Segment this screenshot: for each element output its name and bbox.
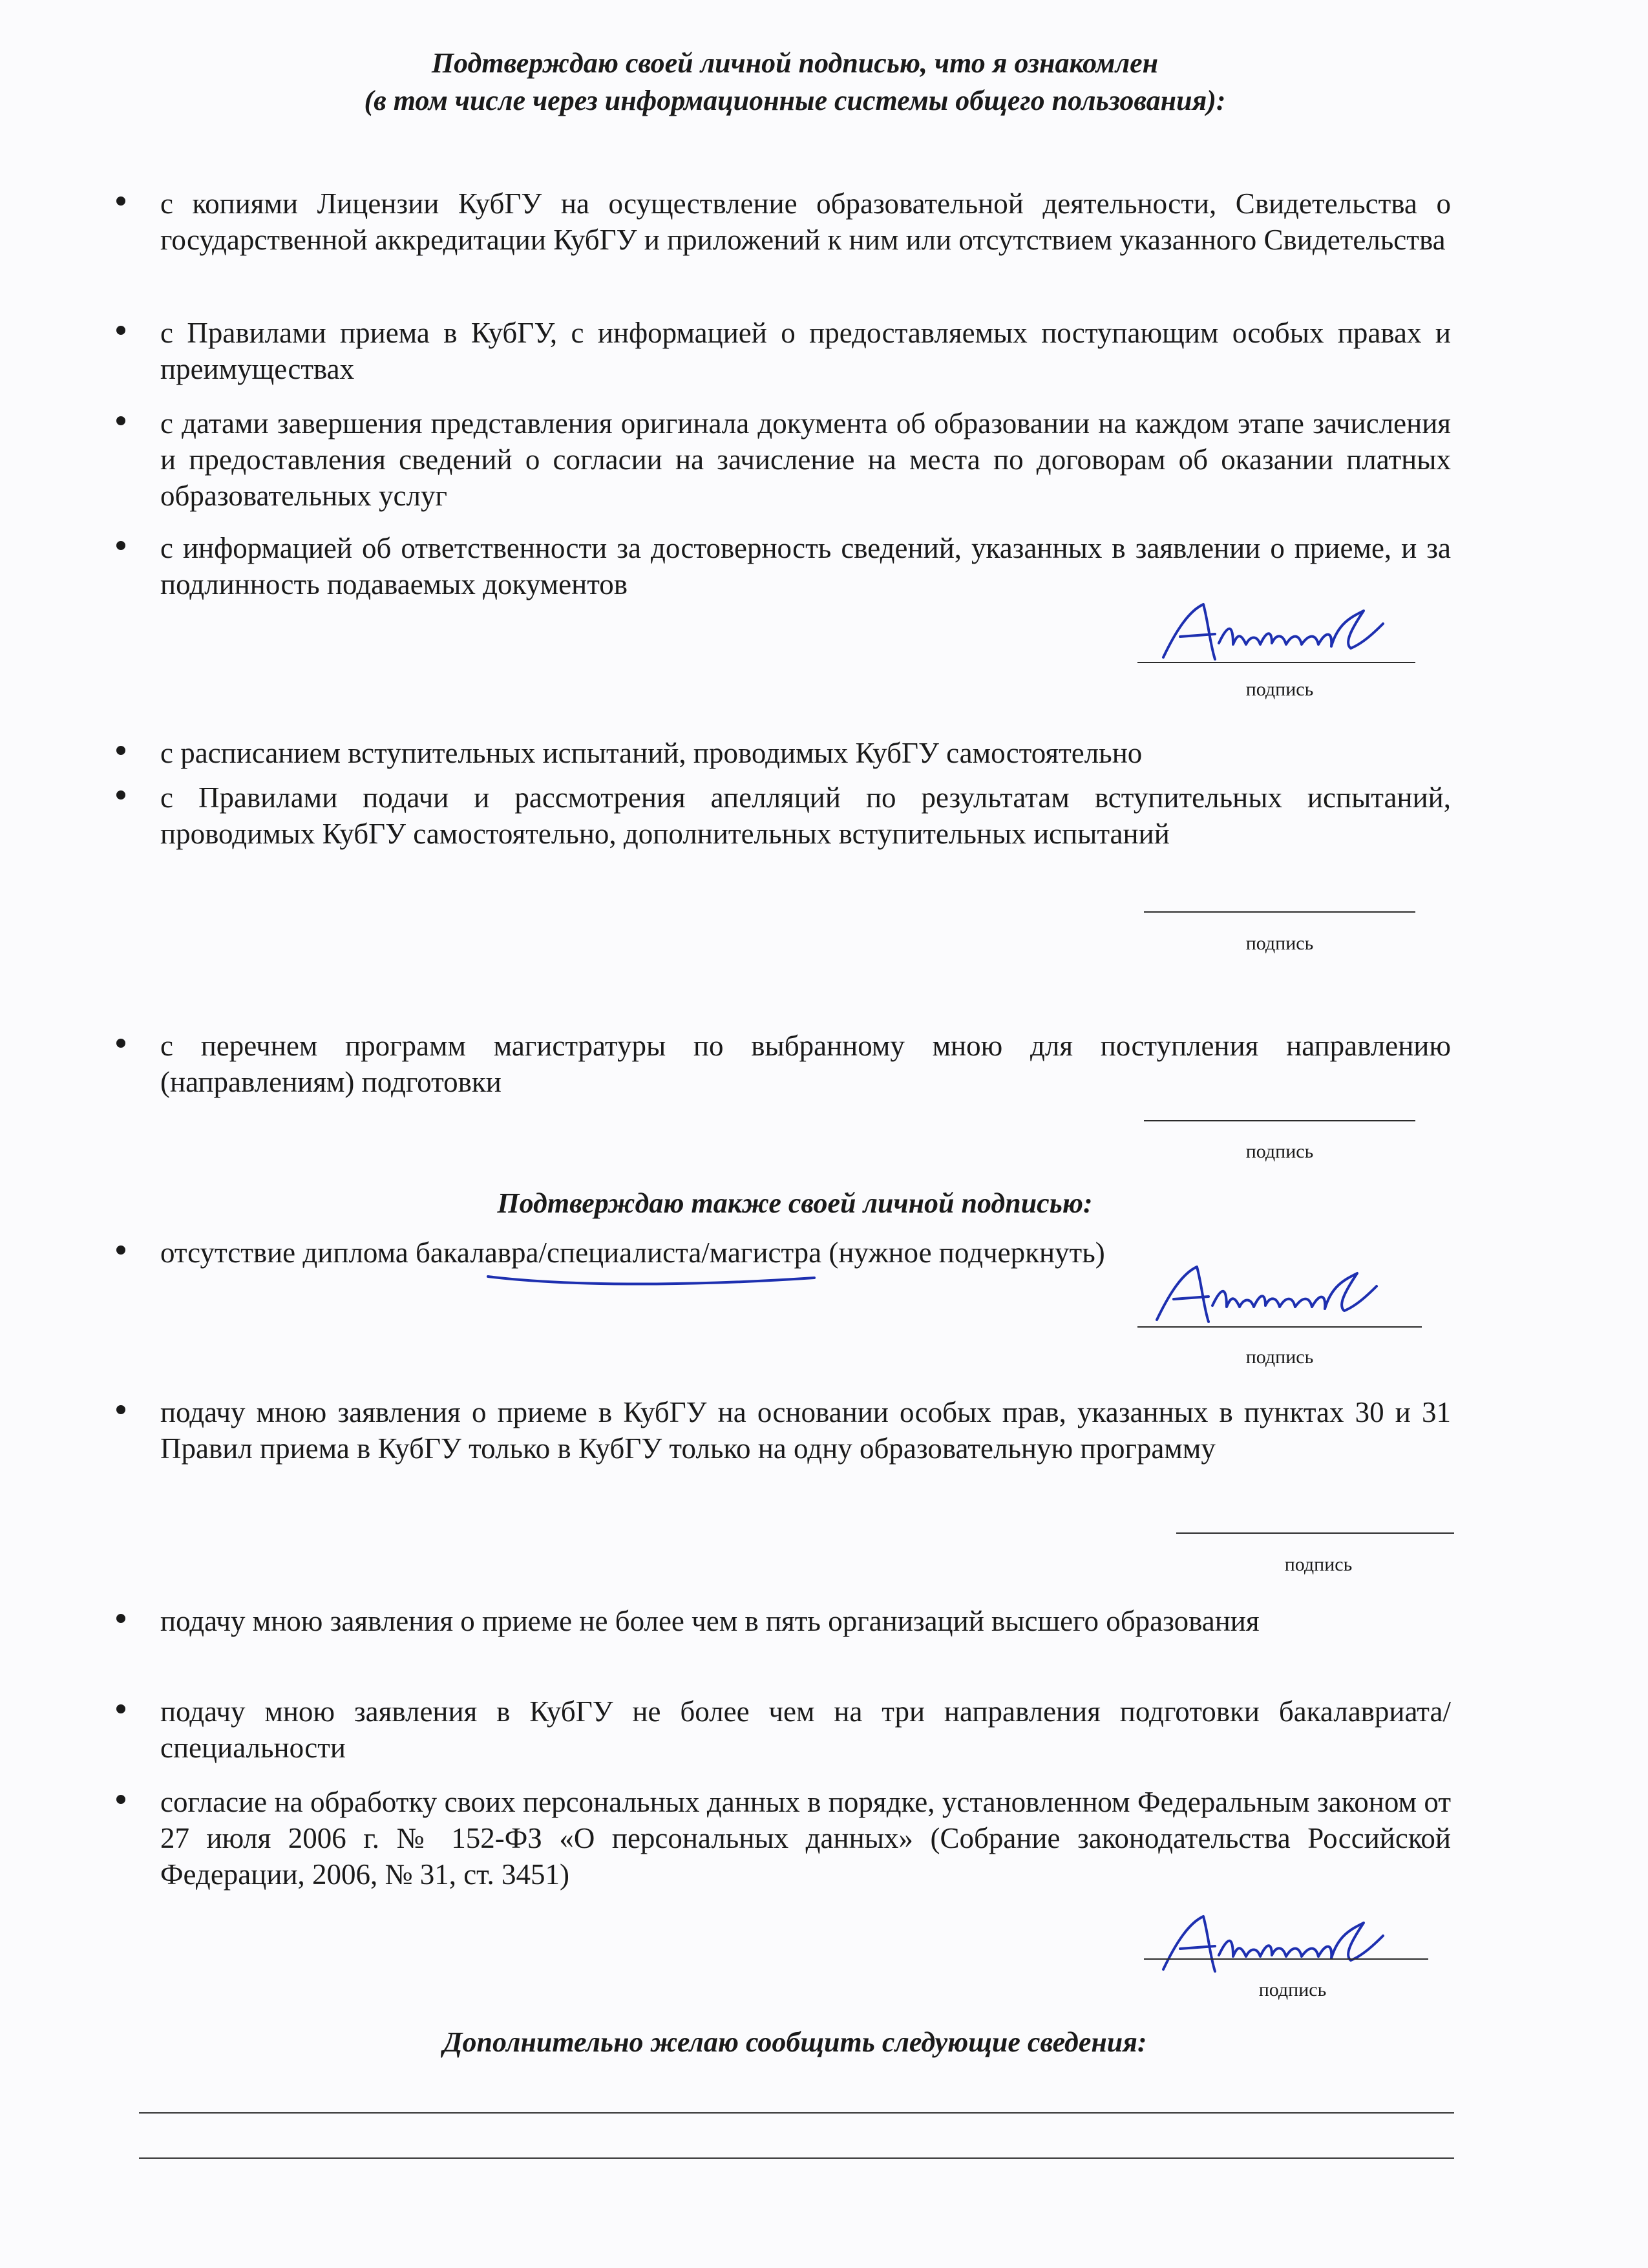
bullet-icon <box>116 416 125 425</box>
signature-line[interactable] <box>1137 1326 1422 1328</box>
bullet-icon <box>116 790 125 800</box>
bullet-icon <box>116 326 125 335</box>
list-item <box>136 405 1451 514</box>
list-item <box>136 1693 1451 1766</box>
signature-line[interactable] <box>1144 1958 1428 1960</box>
section-heading: Дополнительно желаю сообщить следующие сведения: <box>443 2026 1147 2058</box>
list-item <box>136 779 1451 852</box>
list-item <box>136 530 1451 602</box>
list-item-text: с перечнем программ магистратуры по выбранному мною для поступления направлению (направлениям) подготовки <box>160 1030 1451 1098</box>
list-item-text: с копиями Лицензии КубГУ на осуществление образовательной деятельности, Свидетельства о государственной аккредитации КубГУ и приложений к ним или отсутствием указанного Свидетельства <box>160 187 1451 256</box>
signature-line[interactable] <box>1144 1120 1415 1121</box>
list-item <box>136 1784 1451 1892</box>
fill-in-line[interactable] <box>139 2112 1454 2114</box>
signature-label: подпись <box>1245 933 1314 954</box>
list-item-text: подачу мною заявления о приеме в КубГУ на основании особых прав, указанных в пунктах 30 и 31 Правил приема в КубГУ только в КубГУ только на одну образовательную программу <box>160 1396 1451 1465</box>
signature-label: подпись <box>1245 679 1314 700</box>
fill-in-line[interactable] <box>139 2157 1454 2159</box>
signature-label: подпись <box>1258 1979 1327 2000</box>
bullet-icon <box>116 196 125 206</box>
handwritten-signature <box>1150 1260 1383 1331</box>
list-item-text: с датами завершения представления оригинала документа об образовании на каждом этапе зачисления и предоставления сведений о согласии на зачисление на места по договорам об оказании платных образовательных услуг <box>160 407 1451 512</box>
bullet-icon <box>116 1704 125 1713</box>
signature-label: подпись <box>1245 1141 1314 1162</box>
list-item-text: отсутствие диплома бакалавра/специалиста/магистра (нужное подчеркнуть) <box>160 1236 1105 1269</box>
bullet-icon <box>116 746 125 755</box>
signature-line[interactable] <box>1137 662 1415 663</box>
handwritten-signature <box>1157 1910 1389 1981</box>
list-item-text: подачу мною заявления в КубГУ не более чем на три направления подготовки бакалавриата/специальности <box>160 1695 1451 1764</box>
list-item <box>136 1028 1451 1100</box>
list-item <box>136 185 1451 258</box>
list-item <box>136 1603 1451 1639</box>
section-heading: Подтверждаю также своей личной подписью: <box>497 1187 1093 1219</box>
signature-label: подпись <box>1245 1346 1314 1368</box>
list-item-text: с Правилами приема в КубГУ, с информацией о предоставляемых поступающим особых правах и преимуществах <box>160 317 1451 385</box>
list-item <box>136 315 1451 387</box>
list-item <box>136 735 1451 771</box>
bullet-icon <box>116 1795 125 1804</box>
list-item-text: с расписанием вступительных испытаний, проводимых КубГУ самостоятельно <box>160 737 1143 769</box>
list-item-text: с Правилами подачи и рассмотрения апелляций по результатам вступительных испытаний, проводимых КубГУ самостоятельно, дополнительных вступительных испытаний <box>160 781 1451 850</box>
bullet-icon <box>116 1405 125 1414</box>
bullet-icon <box>116 1614 125 1623</box>
signature-line[interactable] <box>1176 1532 1454 1534</box>
page-title: Подтверждаю своей личной подписью, что я ознакомлен <box>431 47 1159 79</box>
list-item-text: с информацией об ответственности за достоверность сведений, указанных в заявлении о приеме, и за подлинность подаваемых документов <box>160 532 1451 600</box>
bullet-icon <box>116 1245 125 1255</box>
page-subtitle: (в том числе через информационные системы общего пользования): <box>364 85 1226 116</box>
bullet-icon <box>116 541 125 550</box>
signature-line[interactable] <box>1144 911 1415 913</box>
list-item-text: согласие на обработку своих персональных данных в порядке, установленном Федеральным законом от 27 июля 2006 г. № 152-ФЗ «О персональных данных» (Собрание законодательства Российской Федерации, 2006, № 31, ст. 3451) <box>160 1786 1451 1891</box>
handwritten-underline <box>485 1264 821 1289</box>
signature-label: подпись <box>1284 1554 1353 1575</box>
handwritten-signature <box>1157 598 1389 669</box>
list-item-text: подачу мною заявления о приеме не более чем в пять организаций высшего образования <box>160 1605 1260 1637</box>
bullet-icon <box>116 1039 125 1048</box>
list-item <box>136 1394 1451 1467</box>
